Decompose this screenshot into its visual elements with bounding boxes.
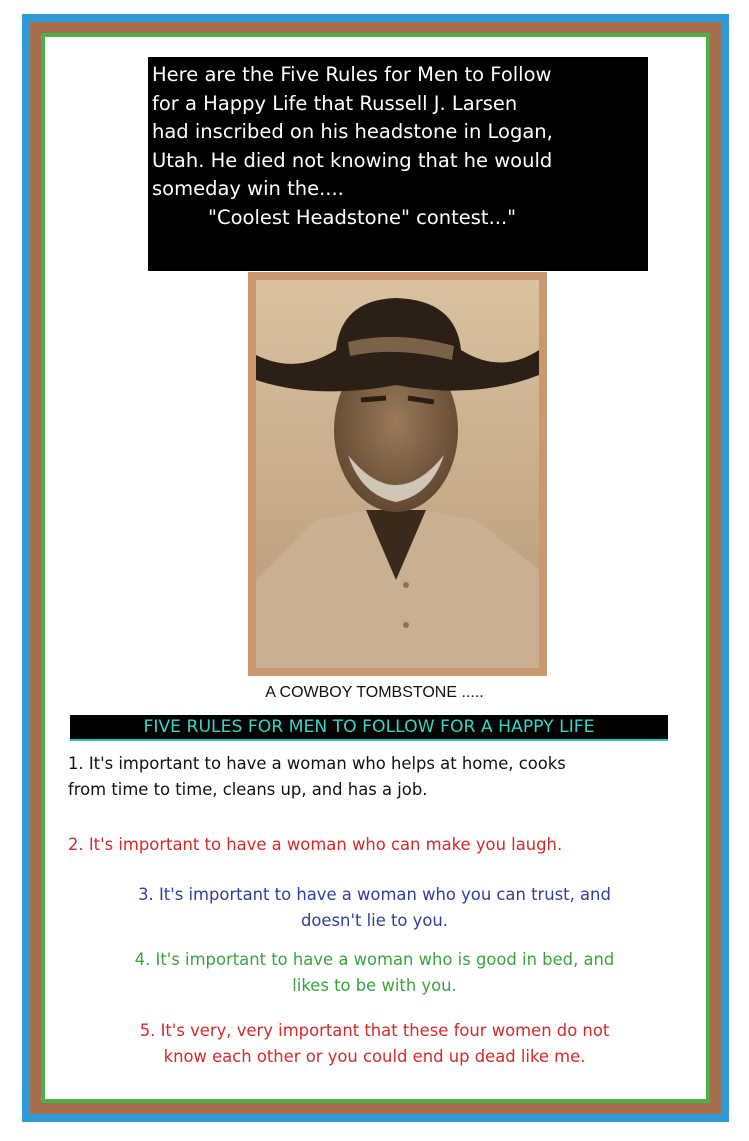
rule-2	[68, 832, 562, 858]
rule-line: know each other or you could end up dead like me.	[163, 1047, 586, 1066]
intro-line: for a Happy Life that Russell J. Larsen	[152, 91, 518, 115]
rule-3	[0, 882, 749, 934]
intro-line: had inscribed on his headstone in Logan,	[152, 120, 553, 144]
rule-line: likes to be with you.	[292, 976, 457, 995]
rules-title: FIVE RULES FOR MEN TO FOLLOW FOR A HAPPY LIFE	[70, 715, 668, 741]
intro-line: Utah. He died not knowing that he would	[152, 148, 553, 172]
intro-line: someday win the....	[152, 177, 344, 201]
intro-line-contest: "Coolest Headstone" contest..."	[208, 205, 517, 229]
rule-line: 2. It's important to have a woman who can make you laugh.	[68, 835, 563, 854]
rule-line: 3. It's important to have a woman who you can trust, and	[138, 885, 611, 904]
rule-line: from time to time, cleans up, and has a job.	[68, 780, 428, 799]
rule-line: 4. It's important to have a woman who is good in bed, and	[134, 950, 615, 969]
rule-4	[0, 947, 749, 999]
rule-1	[68, 751, 566, 803]
rule-5	[0, 1018, 749, 1070]
photo-caption: A COWBOY TOMBSTONE .....	[265, 684, 484, 701]
rule-line: doesn't lie to you.	[301, 911, 448, 930]
intro-line: Here are the Five Rules for Men to Follow	[152, 63, 552, 86]
rule-line: 1. It's important to have a woman who helps at home, cooks	[68, 754, 566, 773]
cowboy-photo-frame	[248, 272, 547, 676]
intro-text-box	[148, 57, 648, 271]
rule-line: 5. It's very, very important that these four women do not	[139, 1021, 610, 1040]
cowboy-portrait-image	[256, 280, 539, 668]
